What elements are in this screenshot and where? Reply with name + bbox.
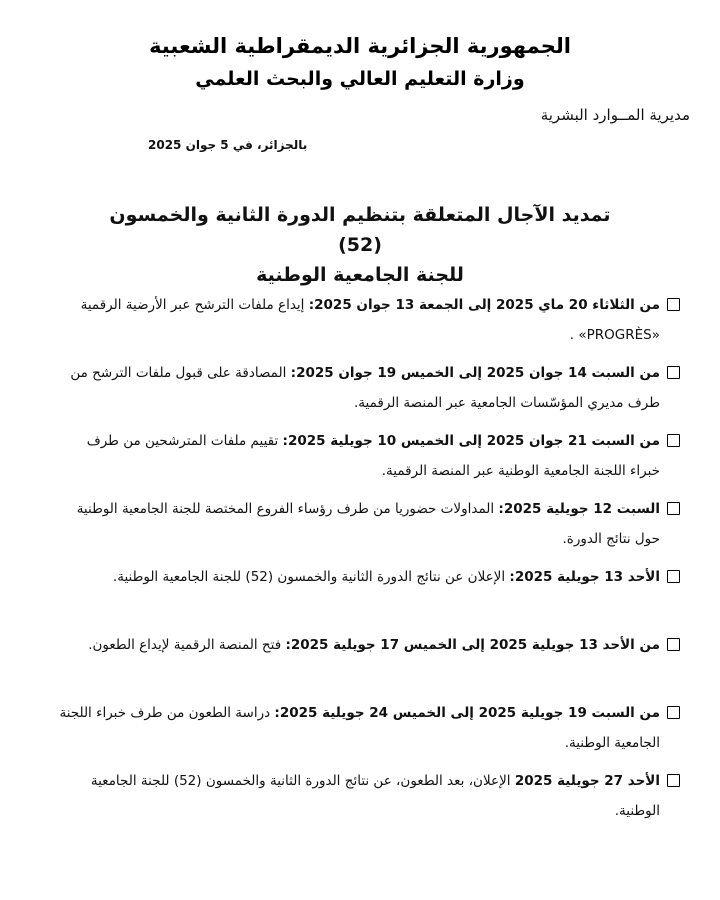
- schedule-item: [55, 562, 680, 630]
- title-line-1: تمديد الآجال المتعلقة بتنظيم الدورة الثانية والخمسون (52): [109, 204, 611, 256]
- checkbox-square-icon: [667, 298, 680, 311]
- item-description: الإعلان، بعد الطعون، عن نتائج الدورة الثانية والخمسون (52) للجنة الجامعية الوطنية.: [90, 773, 660, 819]
- item-date: من السبت 14 جوان 2025 إلى الخميس 19 جوان 2025:: [290, 365, 660, 381]
- checkbox-square-icon: [667, 706, 680, 719]
- schedule-list: [55, 290, 680, 834]
- item-description: الإعلان عن نتائج الدورة الثانية والخمسون (52) للجنة الجامعية الوطنية.: [112, 569, 510, 585]
- schedule-item: [55, 290, 680, 358]
- item-description: فتح المنصة الرقمية لإيداع الطعون.: [88, 637, 286, 653]
- title-line-2: للجنة الجامعية الوطنية: [256, 264, 464, 286]
- item-date: من الأحد 13 جويلية 2025 إلى الخميس 17 جويلية 2025:: [285, 637, 660, 653]
- schedule-item: [55, 358, 680, 426]
- checkbox-square-icon: [667, 502, 680, 515]
- item-date: من السبت 21 جوان 2025 إلى الخميس 10 جويلية 2025:: [282, 433, 660, 449]
- checkbox-square-icon: [667, 570, 680, 583]
- schedule-item: [55, 766, 680, 834]
- item-date: الأحد 13 جويلية 2025:: [509, 569, 660, 585]
- item-description: دراسة الطعون من طرف خبراء اللجنة الجامعية الوطنية.: [59, 705, 660, 751]
- item-description: المداولات حضوريا من طرف رؤساء الفروع المختصة للجنة الجامعية الوطنية حول نتائج الدورة.: [76, 501, 660, 547]
- schedule-item: [55, 630, 680, 698]
- item-description: إيداع ملفات الترشح عبر الأرضية الرقمية «PROGRÈS» .: [80, 297, 660, 343]
- document-title: [100, 200, 620, 290]
- schedule-item: [55, 426, 680, 494]
- schedule-item: [55, 698, 680, 766]
- ministry-heading: وزارة التعليم العالي والبحث العلمي: [195, 68, 525, 90]
- item-description: تقييم ملفات المترشحين من طرف خبراء اللجنة الجامعية الوطنية عبر المنصة الرقمية.: [86, 433, 660, 479]
- item-date: الأحد 27 جويلية 2025: [514, 773, 660, 789]
- checkbox-square-icon: [667, 434, 680, 447]
- directorate-label: مديرية المــوارد البشرية: [540, 106, 690, 124]
- schedule-item: [55, 494, 680, 562]
- issue-date: بالجزائر، في 5 جوان 2025: [148, 138, 308, 152]
- item-date: من السبت 19 جويلية 2025 إلى الخميس 24 جويلية 2025:: [274, 705, 660, 721]
- item-description: المصادقة على قبول ملفات الترشح من طرف مديري المؤسّسات الجامعية عبر المنصة الرقمية.: [70, 365, 660, 411]
- checkbox-square-icon: [667, 638, 680, 651]
- checkbox-square-icon: [667, 774, 680, 787]
- item-date: من الثلاثاء 20 ماي 2025 إلى الجمعة 13 جوان 2025:: [308, 297, 660, 313]
- checkbox-square-icon: [667, 366, 680, 379]
- item-date: السبت 12 جويلية 2025:: [498, 501, 660, 517]
- republic-heading: الجمهورية الجزائرية الديمقراطية الشعبية: [149, 34, 571, 58]
